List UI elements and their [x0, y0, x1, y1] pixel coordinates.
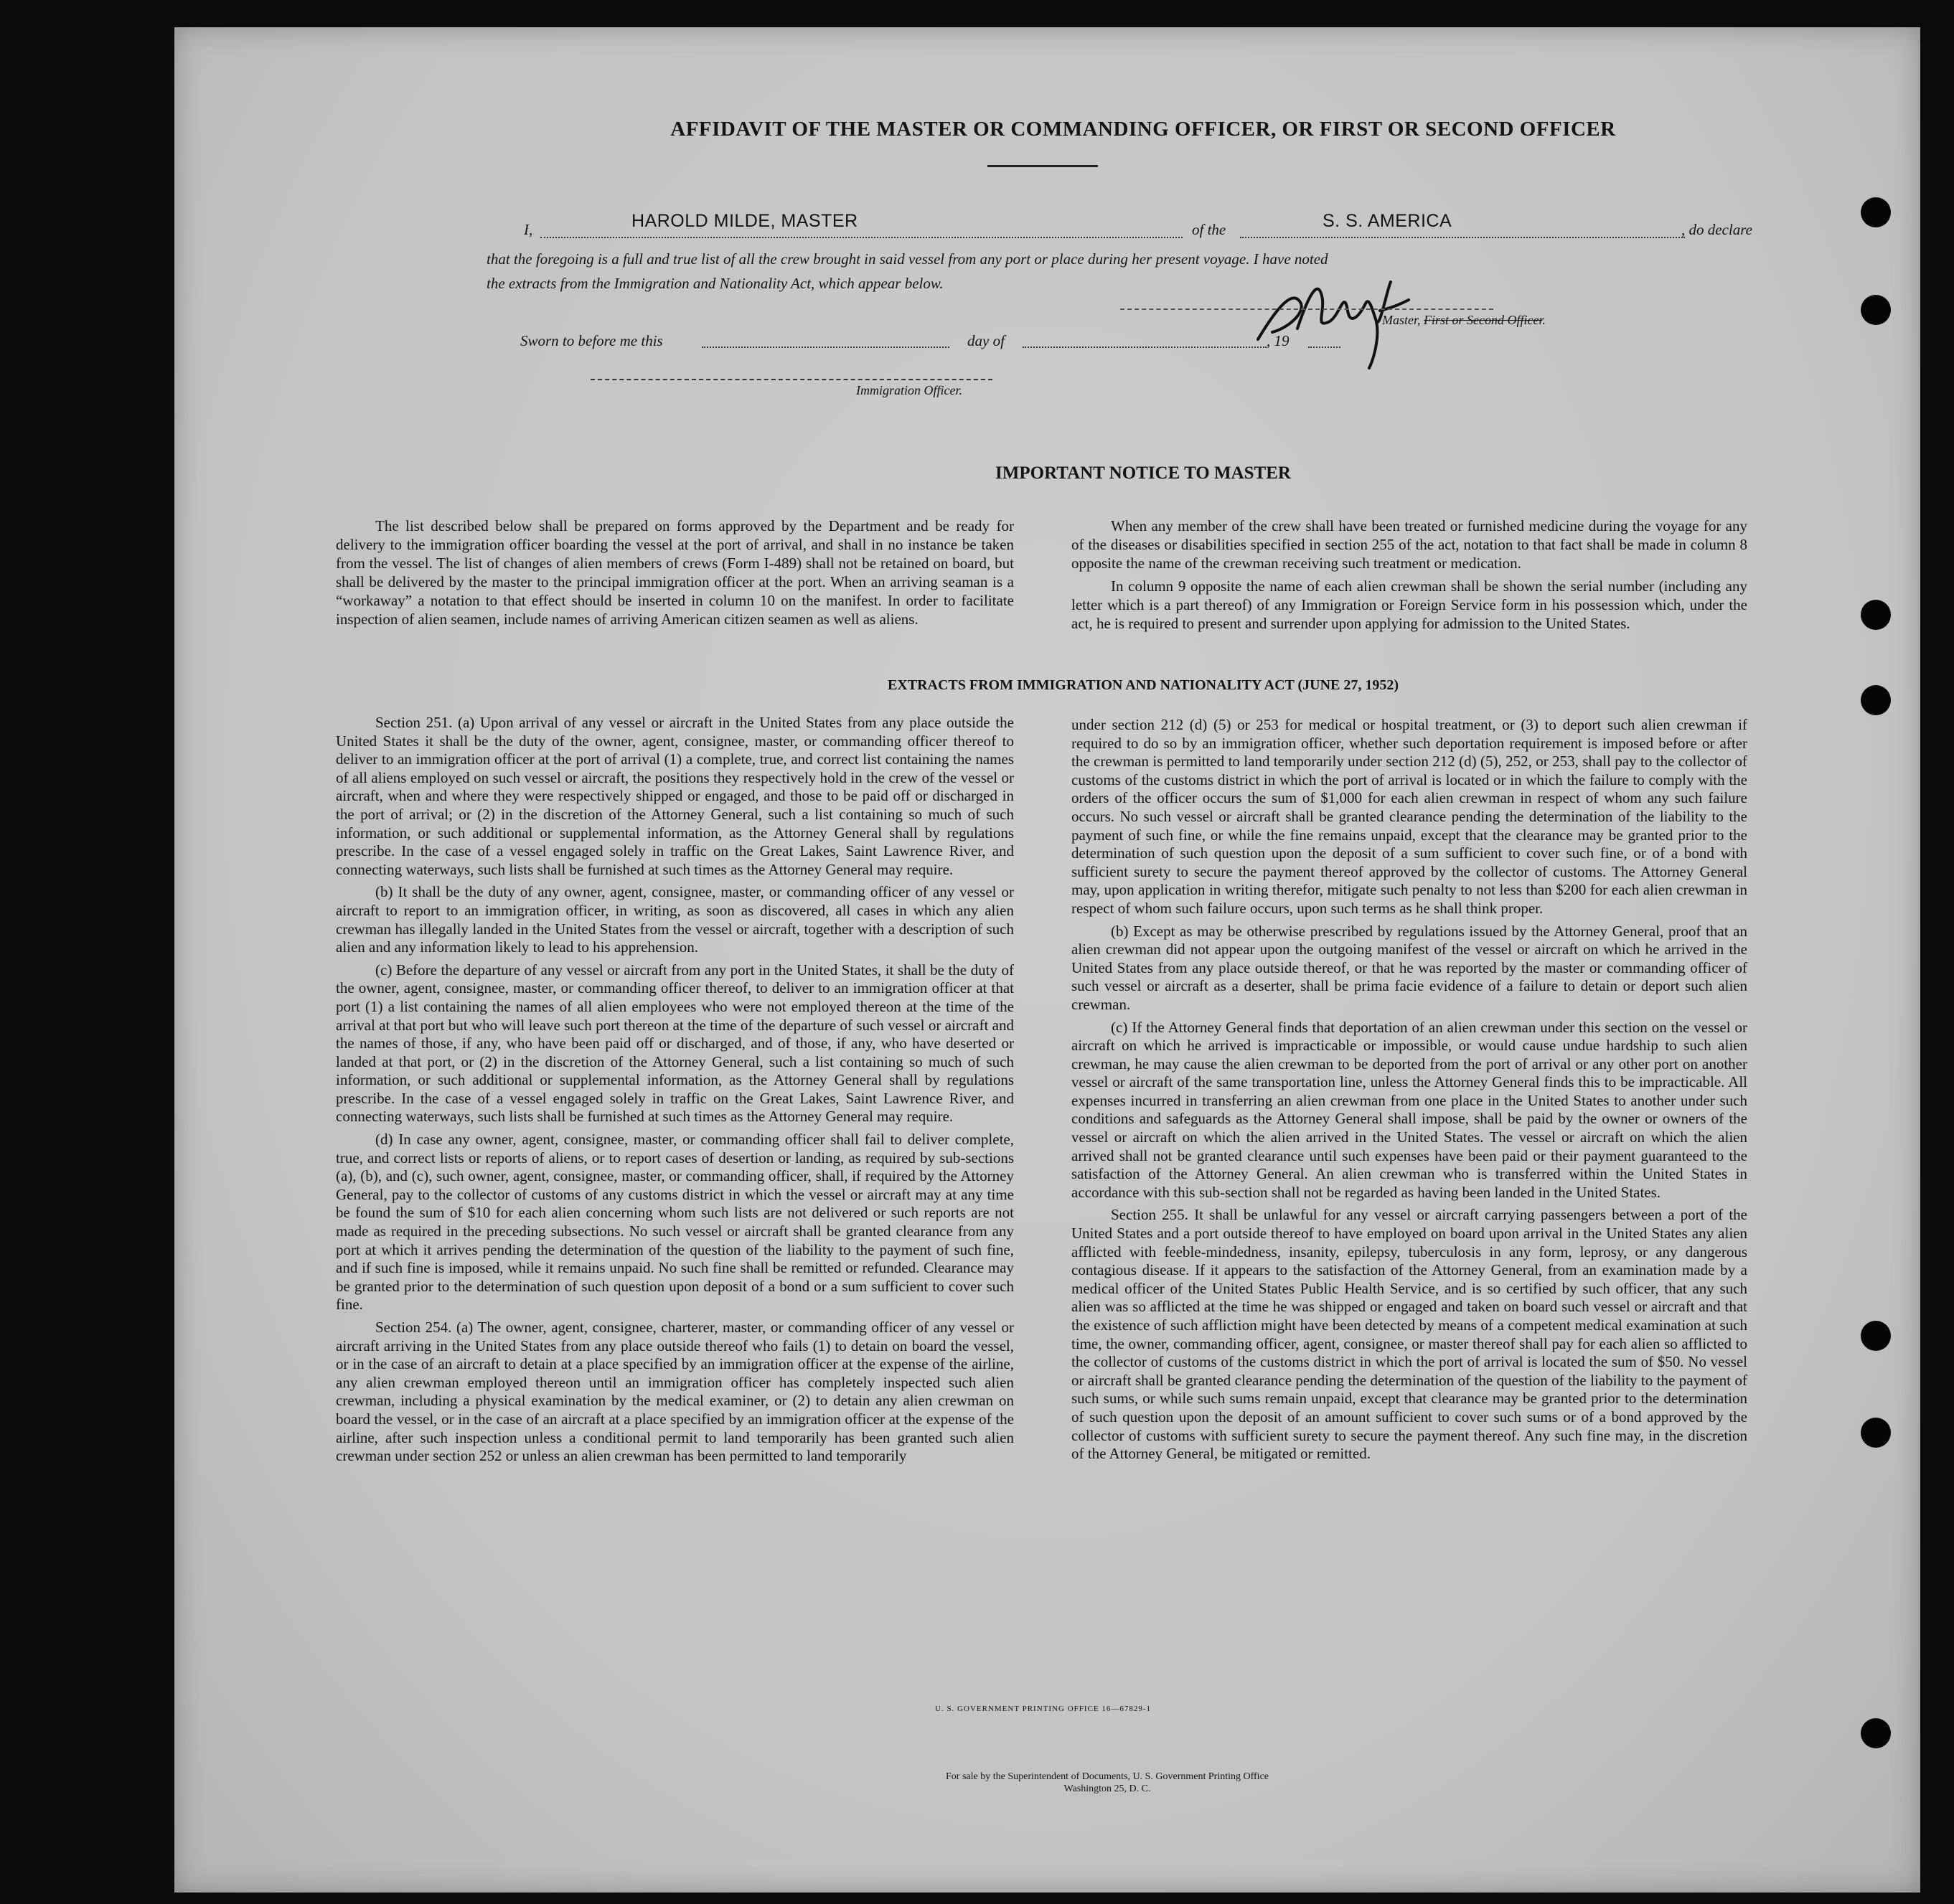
sworn-label: Sworn to before me this [520, 332, 663, 349]
i-label: I, [524, 221, 533, 238]
notice-right-column [1071, 517, 1747, 637]
notice-right-paragraph-2: In column 9 opposite the name of each alien crewman shall be shown the serial number (including any letter which is a part thereof) of any Immigration or Foreign Service form in his possession which, under the act, he is required to present and surrender upon applying for admission to the United States. [1071, 578, 1747, 632]
extract-section-251b: (b) It shall be the duty of any owner, agent, consignee, master, or commanding officer of any vessel or aircraft to report to an immigration officer, in writing, as soon as discovered, all cases in which any alien crewman has illegally landed in the United States from the vessel or aircraft, together with a description of such alien and any information likely to lead to his apprehension. [336, 883, 1014, 956]
extract-section-255: Section 255. It shall be unlawful for any vessel or aircraft carrying passengers between a port of the United States and a port outside thereof to have employed on board upon arrival in the United States any alien afflicted with feeble-mindedness, insanity, epilepsy, tuberculosis in any form, leprosy, or any dangerous contagious disease. If it appears to the satisfaction of the Attorney General, from an examination made by a medical officer of the United States Public Health Service, and is so certified by such officer, that any such alien was so afflicted at the time he was shipped or engaged and taken on board such vessel or aircraft and that the existence of such affliction might have been detected by means of a competent medical examination at such time, the owner, commanding officer, agent, consignee, or master thereof shall pay for each alien so afflicted to the collector of customs of the customs district in which the port of arrival is located the sum of $50. No vessel or aircraft shall be granted clearance pending the determination of the question of the liability to the payment of such sums, or while such sums remain unpaid, except that clearance may be granted prior to the determination of such question upon the deposit of an amount sufficient to cover such sums or of a bond approved by the collector of customs with sufficient surety to secure the payment thereof. Any such fine may, in the discretion of the Attorney General, be mitigated or remitted. [1071, 1206, 1747, 1463]
master-name-field: HAROLD MILDE, MASTER [631, 211, 858, 231]
punch-hole [1861, 1418, 1891, 1448]
affidavit-title: AFFIDAVIT OF THE MASTER OR COMMANDING OFFICER, OR FIRST OR SECOND OFFICER [670, 118, 1616, 141]
sale-notice [748, 1771, 1466, 1795]
do-declare-label: , do declare [1681, 221, 1752, 238]
notice-heading: IMPORTANT NOTICE TO MASTER [995, 463, 1291, 483]
notice-right-paragraph-1: When any member of the crew shall have been treated or furnished medicine during the voyage for any of the diseases or disabilities specified in section 255 of the act, notation to that fact shall be made in column 8 opposite the name of the crewman receiving such treatment or medication. [1071, 517, 1747, 572]
punch-hole [1861, 197, 1891, 227]
master-officer-label: Master, First or Second Officer. [1382, 313, 1546, 327]
sworn-month-dotted-line [1023, 347, 1267, 348]
punch-hole [1861, 1321, 1891, 1351]
vessel-name-field: S. S. AMERICA [1323, 211, 1452, 231]
extract-section-254c: (c) If the Attorney General finds that deportation of an alien crewman under this section on the vessel or aircraft on which he arrived is impracticable or impossible, or would cause undue hardship to such alien crewman, he may cause the alien crewman to be deported from the port of arrival or any other port on another vessel or aircraft of the same transportation line, unless the Attorney General finds this to be impracticable. All expenses incurred in transferring an alien crewman from one place in the United States to another under such conditions and safeguards as the Attorney General shall impose, shall be paid by the owner or owners of the vessel or aircraft on which the alien arrived in the United States. The vessel or aircraft on which the alien arrived shall not be granted clearance until such expenses have been paid or their payment guaranteed to the satisfaction of the Attorney General. An alien crewman who is transferred within the United States in accordance with this sub-section shall not be regarded as having been landed in the United States. [1071, 1018, 1747, 1201]
extracts-right-column [1071, 716, 1747, 1468]
year-label: , 19 [1267, 332, 1290, 349]
extracts-left-column [336, 714, 1014, 1470]
statement-line-2: the extracts from the Immigration and Nationality Act, which appear below. [487, 275, 944, 292]
extract-section-251c: (c) Before the departure of any vessel or aircraft from any port in the United States, it shall be the duty of the owner, agent, consignee, master, or commanding officer thereof, to deliver to an immigration officer at that port (1) a list containing the names of all alien employees who were not employed thereon at the time of the arrival at that port but who will leave such port thereon at the time of the departure of such vessel or aircraft and the names of those, if any, who have been paid off or discharged, and of those, if any, who have deserted or landed at that port, or (2) in the discretion of the Attorney General, such a list containing so much of such information, or such additional or supplemental information, as the Attorney General shall by regulations prescribe. In the case of a vessel engaged solely in traffic on the Great Lakes, Saint Lawrence River, and connecting waterways, such lists shall be furnished at such times as the Attorney General may require. [336, 961, 1014, 1126]
sale-notice-line-1: For sale by the Superintendent of Documents, U. S. Government Printing Office [946, 1771, 1269, 1782]
extracts-heading: EXTRACTS FROM IMMIGRATION AND NATIONALITY ACT (JUNE 27, 1952) [887, 677, 1399, 693]
punch-hole [1861, 295, 1891, 325]
sworn-day-dotted-line [702, 347, 949, 348]
punch-hole [1861, 600, 1891, 630]
extract-section-254a: Section 254. (a) The owner, agent, consignee, charterer, master, or commanding officer of any vessel or aircraft arriving in the United States from any place outside thereof who fails (1) to detain on board the vessel, or in the case of an aircraft to detain at a place specified by an immigration officer at the expense of the airline, any alien crewman employed thereon until an immigration officer has completely inspected such alien crewman, including a physical examination by the medical examiner, or (2) to detain any alien crewman on board the vessel, or in the case of an aircraft at a place specified by an immigration officer at the expense of the airline, after such inspection unless a conditional permit to land temporarily has been granted such alien crewman under section 252 or unless an alien crewman has been permitted to land temporarily [336, 1319, 1014, 1465]
notice-left-column [336, 517, 1014, 633]
signature-line [1120, 308, 1493, 310]
sale-notice-line-2: Washington 25, D. C. [1063, 1783, 1151, 1794]
of-the-label: of the [1192, 221, 1226, 238]
name-dotted-line [540, 237, 1183, 238]
extract-section-251a: Section 251. (a) Upon arrival of any vessel or aircraft in the United States from any place outside the United States it shall be the duty of the owner, agent, consignee, master, or commanding officer thereof to deliver to an immigration officer at the port of arrival (1) a complete, true, and correct list containing the names of all aliens employed on such vessel or aircraft, the positions they respectively hold in the crew of the vessel or aircraft, when and where they were respectively shipped or engaged, and those to be paid off or discharged in the port of arrival; or (2) in the discretion of the Attorney General, such a list containing so much of such information, or such additional or supplemental information, as the Attorney General shall by regulations prescribe. In the case of a vessel engaged solely in traffic on the Great Lakes, Saint Lawrence River, and connecting waterways, such lists shall be furnished at such times as the Attorney General may require. [336, 714, 1014, 878]
punch-hole [1861, 1718, 1891, 1748]
extract-section-251d: (d) In case any owner, agent, consignee, master, or commanding officer shall fail to deliver complete, true, and correct lists or reports of aliens, or to report cases of desertion or landing, as required by sub-sections (a), (b), and (c), such owner, agent, consignee, master, or commanding officer, shall, if required by the Attorney General, pay to the collector of customs of any customs district in which the vessel or aircraft may at any time be found the sum of $10 for each alien concerning whom such lists are not delivered or such reports are not made as required in the preceding subsections. No such vessel or aircraft shall be granted clearance from any port at which it arrives pending the determination of the question of the liability to the payment of such fine, and if such fine is imposed, while it remains unpaid. No such fine shall be remitted or refunded. Clearance may be granted prior to the determination of such question upon deposit of a bond or a sum sufficient to cover such fine. [336, 1131, 1014, 1314]
day-of-label: day of [967, 332, 1005, 349]
statement-line-1: that the foregoing is a full and true list of all the crew brought in said vessel from any port or place during her present voyage. I have noted [487, 250, 1328, 268]
immigration-officer-line [591, 379, 992, 380]
notice-left-paragraph: The list described below shall be prepared on forms approved by the Department and be ready for delivery to the immigration officer boarding the vessel at the port of arrival, and shall in no instance be taken from the vessel. The list of changes of alien members of crews (Form I-489) shall not be retained on board, but shall be delivered by the master to the principal immigration officer at the port. When an arriving seaman is a “workaway” a notation to that effect should be inserted in column 10 on the manifest. In order to facilitate inspection of alien seamen, include names of arriving American citizen seamen as well as aliens. [336, 517, 1014, 628]
title-divider [987, 165, 1098, 167]
printing-office-imprint: U. S. GOVERNMENT PRINTING OFFICE 16—67829-1 [935, 1705, 1152, 1713]
extract-section-254a-continued: under section 212 (d) (5) or 253 for medical or hospital treatment, or (3) to deport such alien crewman if required to do so by an immigration officer, whether such deportation requirement is imposed before or after the crewman is permitted to land temporarily under section 212 (d) (5), 252, or 253, shall pay to the collector of customs of the customs district in which the port of arrival is located or in which the failure to comply with the orders of the officer occurs the sum of $1,000 for each alien crewman in respect of whom any such failure occurs. No such vessel or aircraft shall be granted clearance pending the determination of the liability to the payment of such fine, or while the fine remains unpaid, except that the clearance may be granted prior to the determination of such question upon the deposit of a sum sufficient to cover such fine, or of a bond with sufficient surety to secure the payment thereof approved by the collector of customs. The Attorney General may, upon application in writing therefor, mitigate such penalty to not less than $200 for each alien crewman in respect of whom such failure occurs, upon such terms as he shall think proper. [1071, 716, 1747, 917]
punch-hole [1861, 685, 1891, 715]
extract-section-254b: (b) Except as may be otherwise prescribed by regulations issued by the Attorney General, proof that an alien crewman did not appear upon the outgoing manifest of the vessel or aircraft on which he arrived in the United States from any place outside thereof, or that he was reported by the master or commanding officer of such vessel or aircraft as a deserter, shall be prima facie evidence of a failure to detain or deport such alien crewman. [1071, 922, 1747, 1013]
sworn-year-dotted-line [1308, 347, 1340, 348]
document-page [174, 27, 1920, 1893]
immigration-officer-label: Immigration Officer. [856, 383, 962, 397]
vessel-dotted-line [1240, 237, 1685, 238]
